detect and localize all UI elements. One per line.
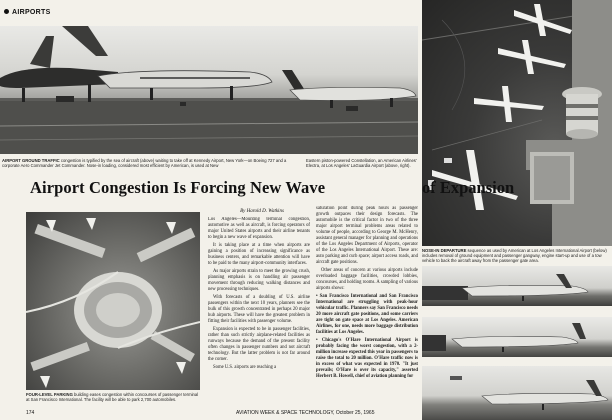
parking-caption xyxy=(26,392,202,402)
aerial-terminal-illustration xyxy=(422,0,612,246)
article-paragraph: Other areas of concern at various airports include overloaded baggage facilities, crowded lobbies, concourses, and holding rooms. A sampling of various airports shows: xyxy=(316,268,418,291)
caption-body: building eases congestion within concourses of passenger terminal at San Francisco International. The facility will be able to park 2,700 automobiles. xyxy=(26,392,199,403)
article-column-2 xyxy=(316,206,418,408)
departure-illustration xyxy=(422,366,612,420)
article-paragraph: As major airports strain to meet the growing crush, planning emphasis is on handling air passenger movement through reducing walking distances and new processing techniques. xyxy=(208,269,310,292)
ground-traffic-caption xyxy=(2,158,302,168)
caption-title: AIRPORT GROUND TRAFFIC xyxy=(2,158,60,163)
departure-sequence-photo-1 xyxy=(422,266,612,306)
caption-body: congestion is typified by the sea of aircraft (above) waiting to take off at Kennedy Airport, New York—on Boeing 727 and a corporate Aero Commander Jet Commander. Nose-in loading, considered most efficient by American, is used at New xyxy=(2,158,287,169)
article-paragraph: Los Angeles—Mounting terminal congestion, automotive as well as aircraft, is forcing operators of major United States airports and their airline tenants to begin a new wave of expansion. xyxy=(208,217,310,240)
page-number: 174 xyxy=(26,410,35,416)
article-paragraph: It is taking place at a time when airports are gaining a position of increasing significance as business centers, and remarkable attention will have to be paid to the many airport-community interfaces. xyxy=(208,243,310,266)
departure-caption xyxy=(422,248,612,264)
article-paragraph: saturation point during peak hours as passenger growth outpaces their design forecasts. The automobile is the critical factor in two of the three major airport terminal problems areas related to volume of people, according to George M. McHenry, assistant general manager for planning and operations of the Los Angeles Department of Airports, operator of the Los Angeles International Airport. These are: auto parking and curb space; airport access roads, and aircraft gate positions. xyxy=(316,206,418,265)
article-paragraph: Some U.S. airports are reaching a xyxy=(213,365,277,370)
parking-aerial-photo xyxy=(26,212,200,390)
departure-illustration xyxy=(422,317,612,357)
departure-sequence-photo-2 xyxy=(422,317,612,357)
publication-line: AVIATION WEEK & SPACE TECHNOLOGY, October 25, 1965 xyxy=(236,410,375,416)
section-label: AIRPORTS xyxy=(12,9,51,16)
departure-illustration xyxy=(422,266,612,306)
byline: By Harold D. Watkins xyxy=(240,209,284,214)
article-paragraph: • San Francisco International and San Francisco International are struggling with peak-hour vehicular traffic. Planners say San Francisco needs 20 more aircraft gate positions, and some carriers are tight on gate space at Los Angeles. American Airlines, for one, needs more baggage distribution facilities at Los Angeles. xyxy=(316,294,418,335)
caption-title: NOSE-IN DEPARTURE xyxy=(422,248,467,253)
ground-traffic-caption-right xyxy=(306,158,418,168)
headline-continued: of Expansion xyxy=(422,178,515,197)
ground-traffic-photo xyxy=(0,26,418,154)
departure-sequence-photo-3 xyxy=(422,366,612,420)
article-paragraph: With forecasts of a doubling of U.S. airline passengers within the next 10 years, planners see the bulk of this growth concentrated in perhaps 20 major hub airports. These will have the greatest problem in fitting their facilities with passenger volume. xyxy=(208,295,310,324)
section-tag xyxy=(4,9,51,16)
parking-aerial-illustration xyxy=(26,212,200,390)
bullet-icon xyxy=(4,9,9,14)
headline: Airport Congestion Is Forcing New Wave xyxy=(30,178,326,197)
caption-title: FOUR-LEVEL PARKING xyxy=(26,392,73,397)
article-paragraph: Expansion is expected to be in passenger facilities, rather than such strictly airplane-related facilities as runways because the demand of the present facility often changes in passenger numbers and not aircraft technology. But the latter problem is not far around the corner. xyxy=(208,327,310,362)
article-paragraph: • Chicago's O'Hare International Airport is probably facing the worst congestion, with a 2-million increase expected this year in passengers to raise the total to 20 million. O'Hare traffic now is in excess of what was expected in 1970. "It just prevails; O'Hare is over its capacity," asserted Herbert B. Howell, chief of aviation planning for xyxy=(316,338,418,379)
article-column-1 xyxy=(208,217,310,407)
caption-body: Eastern piston-powered Constellation, an American Airlines' Electra, at Los Angeles' LaGuardia Airport (above, right). xyxy=(306,158,417,169)
ground-traffic-illustration xyxy=(0,26,418,154)
caption-body: sequence as used by American at Los Angeles International Airport (below) includes removal of ground equipment and passenger gangway, engine start-up and use of a tow vehicle to back the aircraft away from the passenger gate area. xyxy=(422,248,607,264)
aerial-terminal-photo xyxy=(422,0,612,246)
